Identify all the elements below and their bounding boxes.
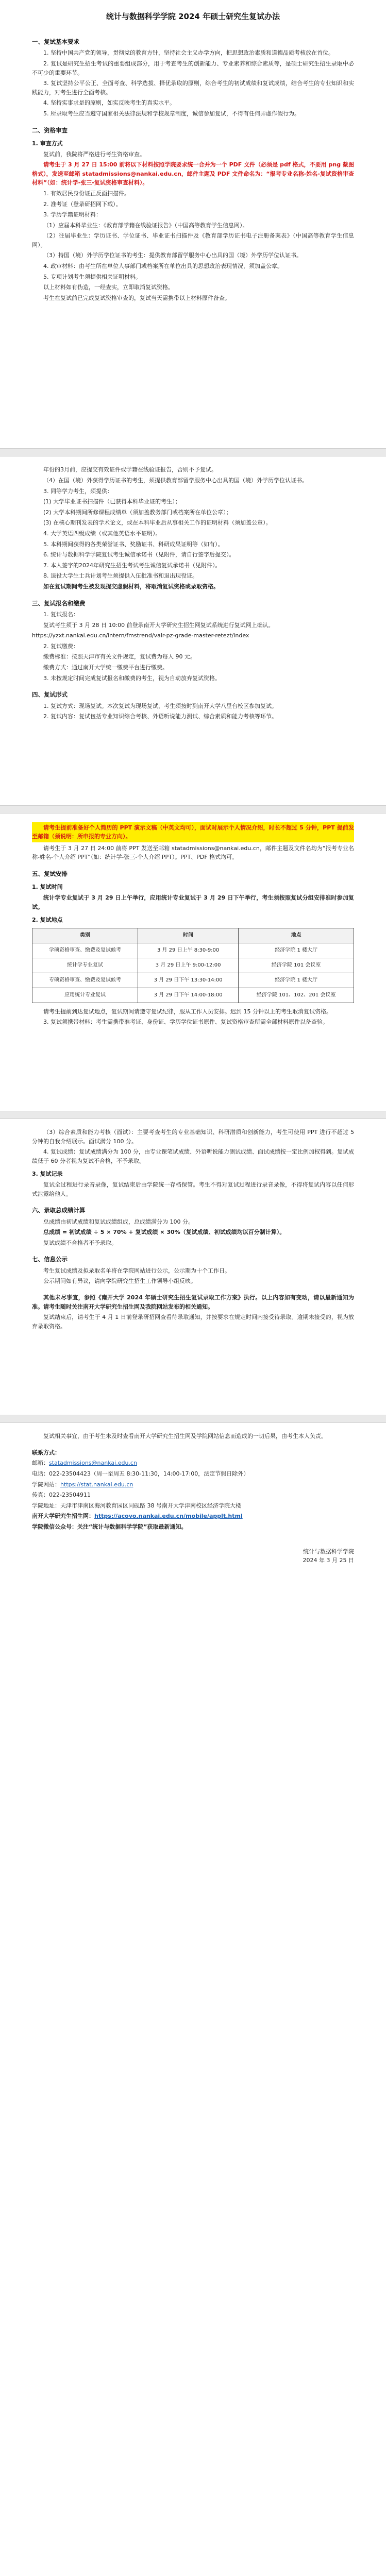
paragraph: 4. 坚持实事求是的原则，如实反映考生的真实水平。	[43, 99, 175, 107]
paragraph: （3）综合素质和能力考核（面试）：主要考查考生的专业基础知识、科研潜质和创新能力，考生可使用 PPT 进行不超过 5 分钟的自我介绍展示。面试满分 100 分。	[32, 1129, 354, 1145]
table-cell: 3 月 29 日上午 9:00-12:00	[138, 958, 238, 973]
page-5	[0, 1423, 386, 1586]
section-heading-format: 四、复试形式	[32, 691, 68, 699]
paragraph: 复试考生须于 3 月 28 日 10:00 前登录南开大学研究生招生网复试系统进行复试网上确认。	[43, 621, 274, 629]
table-header-cell: 地点	[239, 928, 354, 943]
paragraph: （2）往届毕业生：学历证书、学位证书、毕业证书扫描件及《教育部学历证书电子注册备案表》（中国高等教育学生信息网）。	[32, 232, 354, 248]
page-blank-space	[32, 1332, 354, 1415]
contact-fax-row	[32, 1490, 354, 1500]
page-2	[0, 456, 386, 805]
paragraph: (1) 大学毕业证书扫描件（已获得本科毕业证的考生）；	[43, 498, 181, 505]
document-title: 统计与数据科学学院 2024 年硕士研究生复试办法	[106, 12, 280, 21]
page-break	[0, 448, 386, 456]
sub-heading: 3. 复试记录	[32, 1171, 63, 1178]
table-row	[32, 958, 354, 973]
paragraph: 年份的3月前，应提交有效证件或学籍在线验证报告，否则不予复试。	[43, 466, 217, 473]
paragraph-formula: 总成绩 = 初试成绩 ÷ 5 × 70% + 复试成绩 × 30%（复试成绩、初试成绩均以百分制计算）。	[43, 1229, 286, 1236]
page-3	[0, 814, 386, 1111]
table-row	[32, 988, 354, 1003]
paragraph: 5. 所录取考生应当遵守国家相关法律法规和学校规章制度，诚信参加复试，不得有任何弄虚作假行为。	[43, 110, 300, 117]
table-header-row	[32, 928, 354, 943]
section-heading-score: 六、录取总成绩计算	[32, 1207, 86, 1214]
page-break	[0, 805, 386, 814]
section-heading-registration: 三、复试报名和缴费	[32, 599, 86, 607]
section-heading-basic-requirements: 一、复试基本要求	[32, 38, 79, 45]
paragraph-schedule: 统计学专业复试于 3 月 29 日上午举行，应用统计专业复试于 3 月 29 日下午举行，考生须按照复试分组安排准时参加复试。	[32, 894, 354, 910]
table-cell: 经济学院 101、102、201 会议室	[239, 988, 354, 1003]
paragraph-notice: 如在复试期间考生被发现提交虚假材料，将取消复试资格或录取资格。	[43, 583, 219, 590]
table-header-cell: 类别	[32, 928, 138, 943]
page-break	[0, 1415, 386, 1423]
contact-link-intro: 南开大学研究生招生网：	[32, 1513, 94, 1520]
section-heading-qualification: 二、资格审查	[32, 126, 68, 134]
sub-heading: 1. 复试时间	[32, 884, 63, 891]
paragraph: 1. 坚持中国共产党的领导，贯彻党的教育方针，坚持社会主义办学方向，把思想政治素质和道德品质考核放在首位。	[43, 49, 334, 57]
paragraph: 1. 复试报名：	[43, 611, 79, 618]
signature-block	[32, 1547, 354, 1565]
table-cell: 应用统计专业复试	[32, 988, 138, 1003]
highlighted-notice: 请考生提前准备好个人简历的 PPT 演示文稿（中英文均可），面试时展示个人情况介绍，时长不超过 5 分钟，PPT 提前发至邮箱（须说明：所申报的专业方向）。	[32, 822, 354, 842]
contact-email-link[interactable]: statadmissions@nankai.edu.cn	[49, 1460, 137, 1467]
table-cell: 经济学院 101 会议室	[239, 958, 354, 973]
paragraph: 请考生于 3 月 27 日 24:00 前将 PPT 发送至邮箱 statadmissions@nankai.edu.cn，邮件主题及文件名均为“报考专业名称-姓名-个人介绍 PPT”（如：统计学-张三-个人介绍 PPT）。PPT、PDF 格式均可。	[32, 844, 354, 861]
paragraph: 考生复试成绩及拟录取名单将在学院网站进行公示，公示期为十个工作日。	[43, 1267, 230, 1274]
paragraph: 5. 专项计划考生须提供相关证明材料。	[43, 273, 141, 280]
table-cell: 统计学专业复试	[32, 958, 138, 973]
table-cell: 经济学院 1 楼大厅	[239, 973, 354, 988]
sub-heading: 1. 审查方式	[32, 140, 63, 147]
table-row	[32, 973, 354, 988]
table-header-cell: 时间	[138, 928, 238, 943]
paragraph-deadline: 请考生于 3 月 27 日 15:00 前将以下材料按照学院要求统一合并为一个 PDF 文件（必须是 pdf 格式，不要用 png 截图格式），发送至邮箱 statadmissions@nankai.edu.cn，邮件主题及 PDF 文件命名为：“报考专业名称-姓名-复试资格审查材料”（如：统计学-张三-复试资格审查材料）。	[32, 161, 354, 187]
contact-admission-link[interactable]: https://acovo.nankai.edu.cn/mobile/applt.html	[94, 1513, 243, 1520]
table-row	[32, 943, 354, 958]
schedule-table	[32, 928, 354, 1003]
table-cell: 专硕资格审查、缴费及复试候考	[32, 973, 138, 988]
paragraph: （1）应届本科毕业生：《教育部学籍在线验证报告》（中国高等教育学生信息网）。	[43, 222, 248, 229]
table-cell: 3 月 29 日下午 13:30-14:00	[138, 973, 238, 988]
contact-notice: 学院微信公众号：关注“统计与数据科学学院”获取最新通知。	[32, 1523, 187, 1531]
paragraph: 公示期间如有异议，请向学院研究生招生工作领导小组反映。	[43, 1278, 196, 1285]
paragraph: （3）持国（境）外学历学位证书的考生：提供教育部留学服务中心出具的国（境）外学历学位认证书。	[43, 252, 302, 259]
paragraph: 3. 同等学力考生，须提供：	[43, 487, 113, 495]
contact-phone-note: （周一至周五 8:30-11:30，14:00-17:00，法定节假日除外）	[90, 1470, 249, 1478]
contact-web-link[interactable]: https://stat.nankai.edu.cn	[60, 1481, 133, 1488]
contact-section	[32, 1448, 354, 1532]
paragraph: （4）在国（境）外获得学历证书的考生，须提供教育部留学服务中心出具的国（境）外学历学位认证书。	[43, 477, 308, 484]
paragraph: 5. 本科期间获得的各类荣誉证书、奖励证书、科研成果证明等（如有）。	[43, 540, 224, 548]
contact-phone: 022-23504423	[49, 1470, 91, 1478]
registration-url[interactable]: https://yzxt.nankai.edu.cn/intern/fmstrend/valr-pz-grade-master-retezt/index	[32, 632, 249, 639]
paragraph: 缴费方式：通过南开大学统一缴费平台进行缴费。	[43, 664, 168, 671]
contact-heading: 联系方式：	[32, 1449, 60, 1456]
paragraph: 6. 统计与数据科学学院复试考生诚信承诺书（见附件，请自行签字后提交）。	[43, 551, 235, 558]
table-cell: 学硕资格审查、缴费及复试候考	[32, 943, 138, 958]
paragraph: 考生在复试前已完成复试资格审查的，复试当天需携带以上材料原件备查。	[43, 294, 230, 301]
paragraph: 1. 有效居民身份证正反面扫描件。	[43, 190, 130, 197]
table-cell: 3 月 29 日上午 8:30-9:00	[138, 943, 238, 958]
contact-address: 学院地址：天津市津南区海河教育园区同砚路 38 号南开大学津南校区经济学院大楼	[32, 1502, 241, 1509]
paragraph: 请考生提前到达复试地点，复试期间请遵守复试纪律，服从工作人员安排。迟到 15 分钟以上的考生取消复试资格。	[43, 1008, 332, 1015]
contact-email-row	[32, 1459, 354, 1468]
paragraph-other: 其他未尽事宜，参照《南开大学 2024 年硕士研究生招生复试录取工作方案》执行。以上内容如有变动，请以最新通知为准。请考生随时关注南开大学研究生招生网及我院网站发布的相关通知。	[32, 1294, 354, 1310]
paragraph: 4. 大学英语四级成绩（或其他英语水平证明）。	[43, 530, 161, 537]
contact-web-row	[32, 1480, 354, 1489]
signature-org: 统计与数据科学学院	[303, 1548, 354, 1555]
page-break	[0, 1111, 386, 1119]
paragraph: 3. 未按规定时间完成复试报名和缴费的考生，视为自动放弃复试资格。	[43, 674, 221, 682]
paragraph: (3) 在核心期刊发表的学术论文，或在本科毕业后从事相关工作的证明材料（须加盖公章）。	[43, 519, 272, 527]
contact-fax: 022-23504911	[49, 1492, 91, 1499]
sub-heading: 2. 复试地点	[32, 917, 63, 924]
paragraph: (2) 大学本科期间所修课程成绩单（须加盖教务部门或档案所在单位公章）；	[43, 509, 232, 516]
paragraph: 总成绩由初试成绩和复试成绩组成，总成绩满分为 100 分。	[43, 1218, 194, 1225]
paragraph: 2. 复试内容：复试包括专业知识综合考核、外语听说能力测试、综合素质和能力考核等环节。	[43, 713, 277, 720]
paragraph: 2. 准考证（登录研招网下载）。	[43, 200, 122, 208]
contact-email-label: 邮箱：	[32, 1460, 49, 1467]
paragraph: 复试前，我院将严格进行考生资格审查。	[43, 150, 145, 158]
contact-phone-row	[32, 1469, 354, 1479]
paragraph: 4. 政审材料：由考生所在单位人事部门或档案所在单位出具的思想政治表现情况，须加盖公章。	[43, 263, 283, 270]
contact-phone-label: 电话：	[32, 1470, 49, 1478]
paragraph: 8. 退役大学生士兵计划考生须提供入伍批准书和退出现役证。	[43, 572, 198, 580]
paragraph: 复试结束后，请考生于 4 月 1 日前登录研招网查看待录取通知，并按要求在规定时间内接受待录取。逾期未接受的，视为放弃录取资格。	[32, 1314, 354, 1330]
paragraph: 2. 复试缴费：	[43, 642, 79, 650]
paragraph: 3. 学历学籍证明材料：	[43, 211, 102, 218]
contact-web-label: 学院网站：	[32, 1481, 60, 1488]
section-heading-schedule: 五、复试安排	[32, 870, 68, 878]
page-bottom-space	[32, 1565, 354, 1586]
contact-link-row	[32, 1512, 354, 1521]
paragraph: 1. 复试方式：现场复试。本次复试为现场复试，考生须按时到南开大学八里台校区参加复试。	[43, 702, 277, 709]
contact-fax-label: 传真：	[32, 1492, 49, 1499]
paragraph: 复试相关事宜，由于考生未及时查看南开大学研究生招生网及学院网站信息而造成的一切后果，由考生本人负责。	[43, 1433, 327, 1440]
paragraph: 缴费标准：按照天津市有关文件规定，复试费为每人 90 元。	[43, 653, 196, 660]
paragraph: 2. 复试是研究生招生考试的重要组成部分，用于考查考生的创新能力、专业素养和综合素质等，是硕士研究生招生录取中必不可少的重要环节。	[32, 60, 354, 76]
section-heading-publicity: 七、信息公示	[32, 1256, 68, 1263]
page-blank-space	[32, 1028, 354, 1111]
paragraph: 7. 本人签字的2024年研究生招生考试考生诚信复试承诺书（见附件）。	[43, 562, 221, 569]
page-blank-space	[32, 723, 354, 805]
paragraph: 以上材料如有伪造，一经查实，立即取消复试资格。	[43, 284, 174, 291]
table-cell: 3 月 29 日下午 14:00-18:00	[138, 988, 238, 1003]
paragraph: 3. 复试坚持公平公正、全面考查、科学选拔、择优录取的原则，综合考生的初试成绩和复试成绩，结合考生的专业知识和实践能力，对考生进行全面考核。	[32, 80, 354, 96]
page-1	[0, 0, 386, 448]
page-4	[0, 1119, 386, 1415]
signature-date: 2024 年 3 月 25 日	[303, 1557, 354, 1564]
table-cell: 经济学院 1 楼大厅	[239, 943, 354, 958]
page-blank-space	[32, 304, 354, 448]
paragraph: 复试全过程进行录音录像，复试结束后由学院统一存档保管。考生不得对复试过程进行录音录像，不得将复试内容以任何形式泄露给他人。	[32, 1181, 354, 1197]
paragraph: 3. 复试须携带材料：考生需携带准考证、身份证、学历学位证书原件、复试资格审查所需全部材料原件以备查验。	[43, 1019, 328, 1026]
paragraph: 4. 复试成绩：复试成绩满分为 100 分，由专业课笔试成绩、外语听说能力测试成绩、面试成绩按一定比例加权得到。复试成绩低于 60 分者视为复试不合格，不予录取。	[32, 1148, 354, 1164]
paragraph: 复试成绩不合格者不予录取。	[43, 1239, 117, 1246]
